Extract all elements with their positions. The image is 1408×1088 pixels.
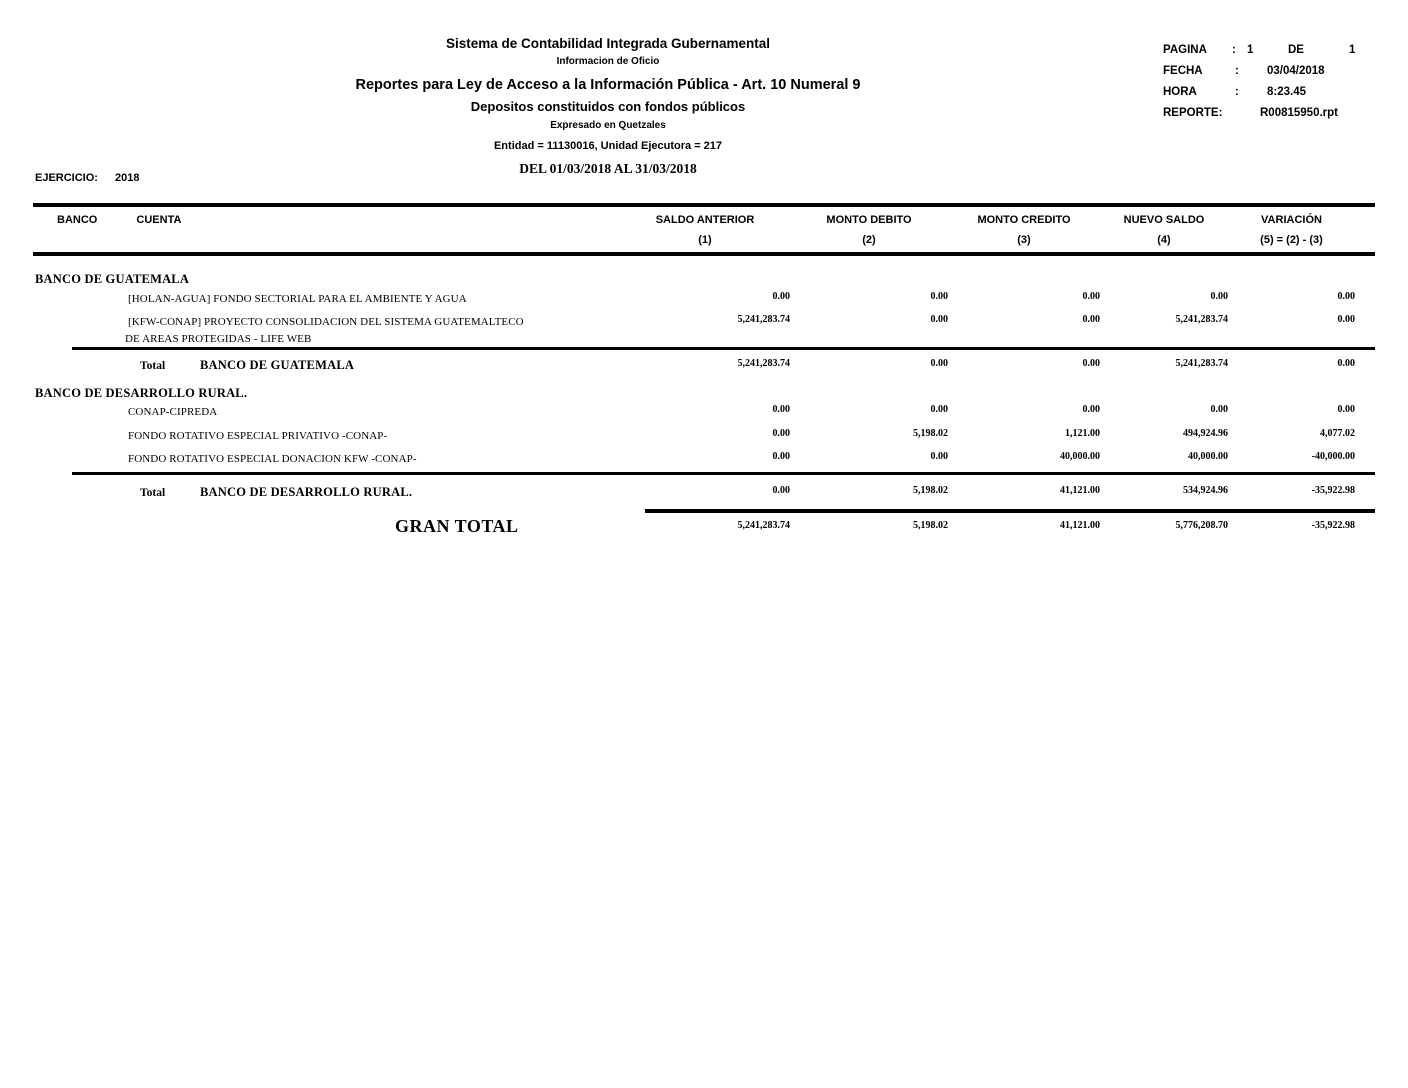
rule-grand-total: [645, 509, 1375, 513]
pagina-value: 1: [1247, 44, 1254, 56]
variacion-value: 0.00: [1337, 314, 1355, 325]
nuevo-saldo-value: 5,241,283.74: [1175, 314, 1228, 325]
variacion-grand-total: -35,922.98: [1311, 520, 1355, 531]
hora-colon: :: [1235, 86, 1239, 98]
meta-pagina: [1163, 44, 1403, 60]
cuenta-label: FONDO ROTATIVO ESPECIAL PRIVATIVO -CONAP-: [128, 430, 388, 442]
pagina-label: PAGINA: [1163, 44, 1207, 56]
col-num-5: (5) = (2) - (3): [1260, 234, 1323, 246]
fecha-value: 03/04/2018: [1267, 65, 1325, 77]
nuevo-saldo-value: 0.00: [1210, 404, 1228, 415]
monto-credito-value: 1,121.00: [1065, 428, 1100, 439]
cuenta-label: [HOLAN-AGUA] FONDO SECTORIAL PARA EL AMBIENTE Y AGUA: [128, 293, 467, 305]
variacion-value: -40,000.00: [1311, 451, 1355, 462]
total-bank-name: BANCO DE DESARROLLO RURAL.: [200, 485, 413, 499]
col-num-3: (3): [1017, 234, 1031, 246]
bank-name: BANCO DE GUATEMALA: [35, 272, 190, 286]
rule-header-bottom: [33, 252, 1375, 256]
nuevo-saldo-value: 40,000.00: [1188, 451, 1228, 462]
meta-fecha: [1163, 65, 1403, 81]
fecha-colon: :: [1235, 65, 1239, 77]
report-subtitle-4: Expresado en Quetzales: [550, 120, 666, 131]
monto-debito-value: 0.00: [930, 451, 948, 462]
monto-credito-value: 0.00: [1082, 314, 1100, 325]
col-num-2: (2): [862, 234, 876, 246]
saldo-anterior-value: 0.00: [772, 404, 790, 415]
rule-header-top: [33, 203, 1375, 207]
saldo-anterior-value: 0.00: [772, 428, 790, 439]
col-nuevo-saldo: NUEVO SALDO: [1123, 214, 1205, 226]
section-bank-title: [33, 272, 1355, 287]
section-bank-title: [33, 386, 1355, 401]
entity-line: Entidad = 11130016, Unidad Ejecutora = 217: [493, 140, 723, 152]
monto-credito-value: 0.00: [1082, 404, 1100, 415]
total-bank-name: BANCO DE GUATEMALA: [200, 358, 355, 372]
monto-credito-value: 40,000.00: [1060, 451, 1100, 462]
cuenta-label: [KFW-CONAP] PROYECTO CONSOLIDACION DEL SISTEMA GUATEMALTECO: [128, 316, 524, 328]
report-subtitle-2: Reportes para Ley de Acceso a la Información Pública - Art. 10 Numeral 9: [355, 77, 861, 93]
saldo-anterior-value: 0.00: [772, 451, 790, 462]
col-monto-debito: MONTO DEBITO: [826, 214, 912, 226]
table-row: [33, 291, 1355, 308]
monto-debito-total: 0.00: [930, 358, 948, 369]
ejercicio-line: [35, 172, 140, 184]
monto-debito-value: 0.00: [930, 291, 948, 302]
table-row: [33, 428, 1355, 445]
variacion-total: -35,922.98: [1311, 485, 1355, 496]
table-header-row-2: [33, 234, 1355, 246]
saldo-anterior-value: 5,241,283.74: [737, 314, 790, 325]
grand-total-label: GRAN TOTAL: [395, 516, 519, 536]
bank-name: BANCO DE DESARROLLO RURAL.: [35, 386, 248, 400]
monto-credito-total: 0.00: [1082, 358, 1100, 369]
table-header-row: [33, 214, 1355, 226]
monto-credito-grand-total: 41,121.00: [1060, 520, 1100, 531]
saldo-anterior-total: 0.00: [772, 485, 790, 496]
hora-value: 8:23.45: [1267, 86, 1307, 98]
monto-debito-value: 0.00: [930, 404, 948, 415]
col-saldo-anterior: SALDO ANTERIOR: [655, 214, 755, 226]
nuevo-saldo-value: 0.00: [1210, 291, 1228, 302]
ejercicio-value: 2018: [115, 172, 140, 184]
monto-credito-total: 41,121.00: [1060, 485, 1100, 496]
monto-debito-total: 5,198.02: [913, 485, 948, 496]
nuevo-saldo-grand-total: 5,776,208.70: [1175, 520, 1228, 531]
saldo-anterior-total: 5,241,283.74: [737, 358, 790, 369]
total-label: Total: [140, 360, 166, 372]
cuenta-label-line2: DE AREAS PROTEGIDAS - LIFE WEB: [125, 333, 312, 345]
monto-debito-value: 0.00: [930, 314, 948, 325]
nuevo-saldo-value: 494,924.96: [1183, 428, 1228, 439]
nuevo-saldo-total: 534,924.96: [1183, 485, 1228, 496]
saldo-anterior-value: 0.00: [772, 291, 790, 302]
reporte-label: REPORTE:: [1163, 107, 1223, 119]
total-label: Total: [140, 487, 166, 499]
variacion-value: 4,077.02: [1320, 428, 1355, 439]
fecha-label: FECHA: [1163, 65, 1203, 77]
reporte-value: R00815950.rpt: [1260, 107, 1338, 119]
meta-hora: [1163, 86, 1403, 102]
table-header-left: [33, 214, 620, 226]
nuevo-saldo-total: 5,241,283.74: [1175, 358, 1228, 369]
rule-section2-total: [72, 472, 1375, 475]
col-variacion: VARIACIÓN: [1261, 214, 1322, 226]
monto-credito-value: 0.00: [1082, 291, 1100, 302]
period-line: DEL 01/03/2018 AL 31/03/2018: [519, 161, 697, 176]
grand-total-row: [33, 516, 1355, 537]
table-row: [33, 314, 1355, 348]
col-num-4: (4): [1157, 234, 1171, 246]
total-row: [33, 358, 1355, 373]
table-row: [33, 451, 1355, 468]
col-monto-credito: MONTO CREDITO: [977, 214, 1071, 226]
pagina-total: 1: [1349, 44, 1356, 56]
variacion-value: 0.00: [1337, 404, 1355, 415]
table-row: [33, 404, 1355, 421]
meta-reporte: [1163, 107, 1403, 123]
monto-debito-grand-total: 5,198.02: [913, 520, 948, 531]
cuenta-label: CONAP-CIPREDA: [128, 406, 218, 418]
saldo-anterior-grand-total: 5,241,283.74: [737, 520, 790, 531]
pagina-colon: :: [1232, 44, 1236, 56]
variacion-value: 0.00: [1337, 291, 1355, 302]
col-cuenta: CUENTA: [136, 214, 182, 226]
monto-debito-value: 5,198.02: [913, 428, 948, 439]
cuenta-label: FONDO ROTATIVO ESPECIAL DONACION KFW -CONAP-: [128, 453, 417, 465]
ejercicio-label: EJERCICIO:: [35, 172, 98, 184]
col-banco: BANCO: [57, 214, 98, 226]
total-row: [33, 485, 1355, 500]
report-subtitle-3: Depositos constituidos con fondos públicos: [470, 99, 746, 114]
pagina-de: DE: [1288, 44, 1304, 56]
variacion-total: 0.00: [1337, 358, 1355, 369]
report-title: Sistema de Contabilidad Integrada Gubernamental: [445, 36, 771, 51]
report-subtitle-1: Informacion de Oficio: [556, 56, 660, 67]
hora-label: HORA: [1163, 86, 1197, 98]
col-num-1: (1): [698, 234, 712, 246]
